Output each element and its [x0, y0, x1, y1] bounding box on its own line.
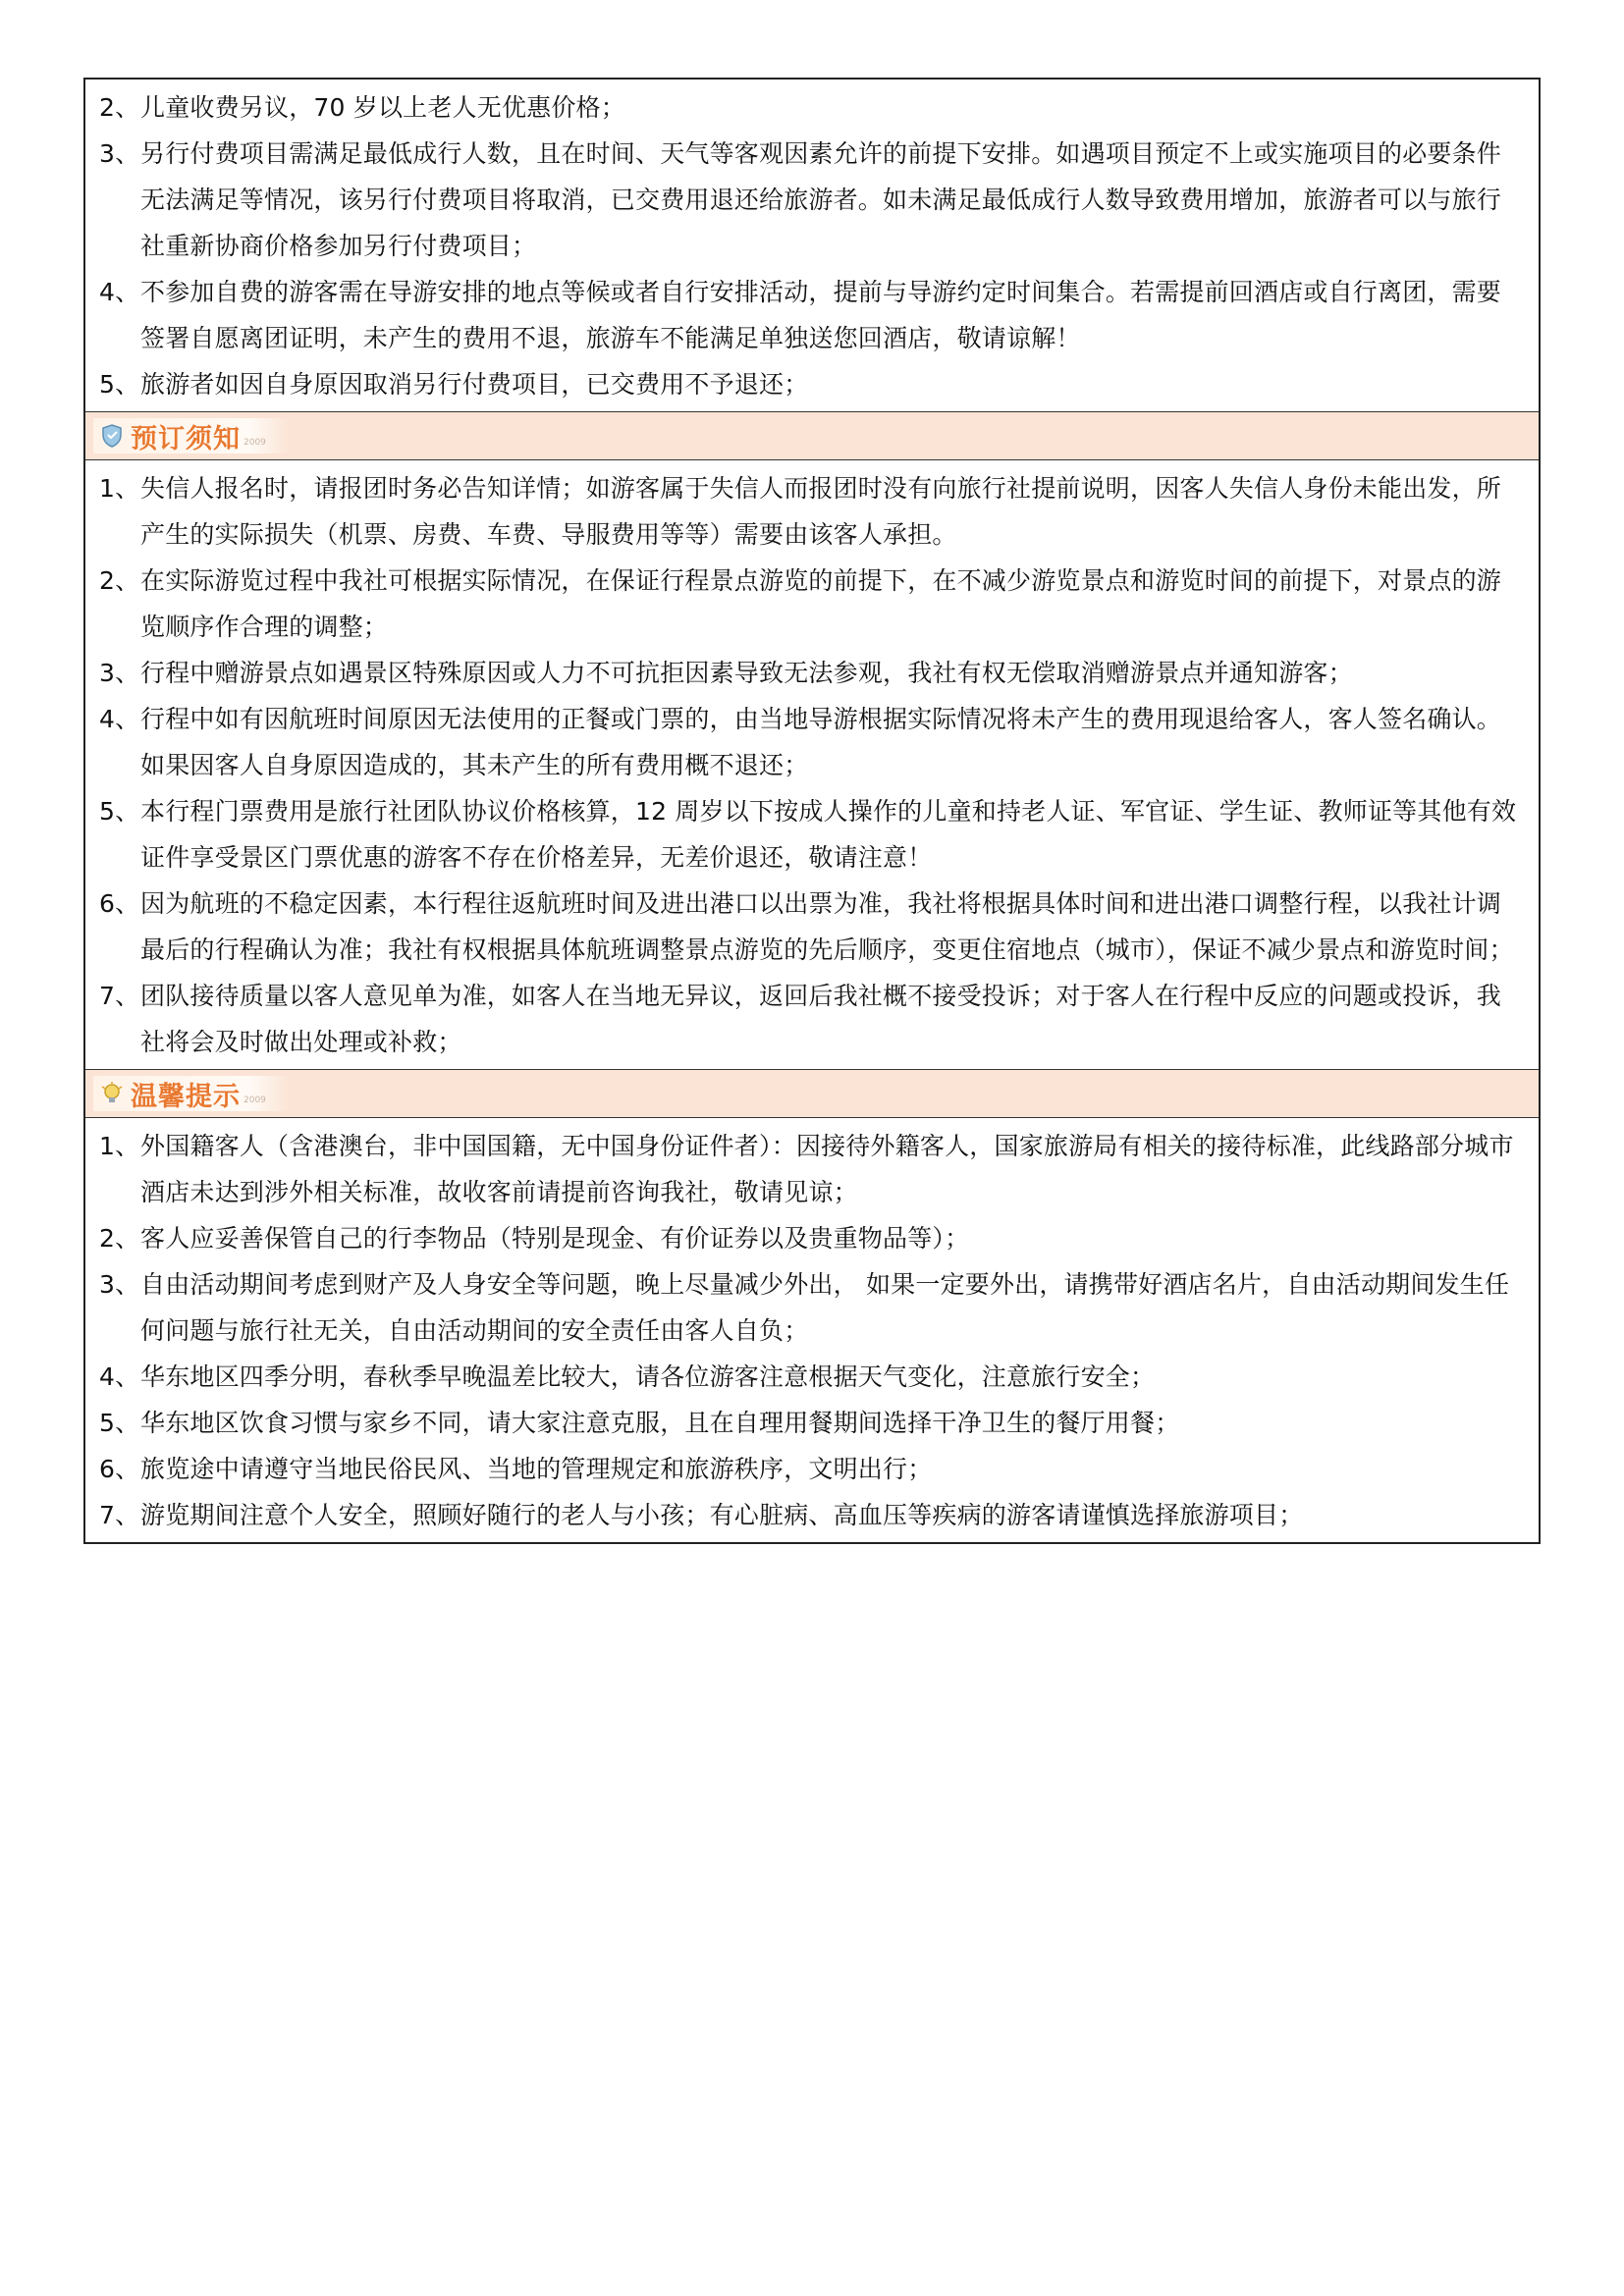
item-number: 2、	[99, 93, 140, 122]
item-text: 旅游者如因自身原因取消另行付费项目，已交费用不予退还；	[140, 370, 809, 399]
list-item	[99, 650, 1525, 696]
tips-title-badge	[93, 1076, 290, 1111]
item-text: 华东地区饮食习惯与家乡不同，请大家注意克服，且在自理用餐期间选择干净卫生的餐厅用餐；	[140, 1409, 1180, 1437]
item-text: 因为航班的不稳定因素，本行程往返航班时间及进出港口以出票为准，我社将根据具体时间和进出港口调整行程，以我社计调最后的行程确认为准；我社有权根据具体航班调整景点游览的先后顺序，变更住宿地点（城市），保证不减少景点和游览时间；	[140, 889, 1514, 964]
item-number: 6、	[99, 1455, 140, 1483]
item-number: 2、	[99, 1224, 140, 1253]
list-item	[99, 788, 1525, 881]
item-text: 旅览途中请遵守当地民俗民风、当地的管理规定和旅游秩序，文明出行；	[140, 1455, 933, 1483]
item-text: 客人应妥善保管自己的行李物品（特别是现金、有价证券以及贵重物品等）；	[140, 1224, 970, 1253]
item-number: 1、	[99, 474, 140, 503]
list-item	[99, 1354, 1525, 1400]
list-item	[99, 131, 1525, 269]
list-item	[99, 465, 1525, 558]
item-text: 不参加自费的游客需在导游安排的地点等候或者自行安排活动，提前与导游约定时间集合。若需提前回酒店或自行离团，需要签署自愿离团证明，未产生的费用不退，旅游车不能满足单独送您回酒店，敬请谅解！	[140, 278, 1502, 352]
item-number: 1、	[99, 1132, 140, 1160]
item-text: 行程中赠游景点如遇景区特殊原因或人力不可抗拒因素导致无法参观，我社有权无偿取消赠游景点并通知游客；	[140, 659, 1353, 687]
notice-table	[83, 78, 1541, 1544]
list-item	[99, 881, 1525, 973]
list-item	[99, 1261, 1525, 1354]
list-item	[99, 269, 1525, 361]
list-item	[99, 1400, 1525, 1446]
item-text: 另行付费项目需满足最低成行人数，且在时间、天气等客观因素允许的前提下安排。如遇项目预定不上或实施项目的必要条件无法满足等情况，该另行付费项目将取消，已交费用退还给旅游者。如未满足最低成行人数导致费用增加，旅游者可以与旅行社重新协商价格参加另行付费项目；	[140, 139, 1502, 260]
tips-notes-block	[85, 1118, 1539, 1542]
list-item	[99, 973, 1525, 1065]
item-number: 4、	[99, 1362, 140, 1391]
item-text: 外国籍客人（含港澳台，非中国国籍，无中国身份证件者）：因接待外籍客人，国家旅游局有相关的接待标准，此线路部分城市酒店未达到涉外相关标准，故收客前请提前咨询我社，敬请见谅；	[140, 1132, 1514, 1206]
list-item	[99, 84, 1525, 131]
item-number: 4、	[99, 278, 140, 306]
lightbulb-icon	[99, 1081, 125, 1106]
item-number: 2、	[99, 566, 140, 595]
list-item	[99, 1215, 1525, 1261]
item-number: 6、	[99, 889, 140, 918]
shield-icon	[99, 423, 125, 449]
item-number: 3、	[99, 659, 140, 687]
item-number: 4、	[99, 705, 140, 733]
item-text: 华东地区四季分明，春秋季早晚温差比较大，请各位游客注意根据天气变化，注意旅行安全；	[140, 1362, 1156, 1391]
item-text: 儿童收费另议，70 岁以上老人无优惠价格；	[140, 93, 625, 122]
item-number: 5、	[99, 797, 140, 826]
item-text: 游览期间注意个人安全，照顾好随行的老人与小孩；有心脏病、高血压等疾病的游客请谨慎选择旅游项目；	[140, 1501, 1304, 1529]
list-item	[99, 1123, 1525, 1215]
tips-section-header	[85, 1070, 1539, 1118]
section-title-mark: 2009	[244, 1095, 266, 1105]
list-item	[99, 361, 1525, 407]
fee-notes-block	[85, 80, 1539, 412]
list-item	[99, 558, 1525, 650]
item-text: 在实际游览过程中我社可根据实际情况，在保证行程景点游览的前提下，在不减少游览景点和游览时间的前提下，对景点的游览顺序作合理的调整；	[140, 566, 1502, 641]
booking-section-header	[85, 412, 1539, 460]
item-number: 7、	[99, 982, 140, 1010]
list-item	[99, 696, 1525, 788]
item-text: 团队接待质量以客人意见单为准，如客人在当地无异议，返回后我社概不接受投诉；对于客人在行程中反应的问题或投诉，我社将会及时做出处理或补救；	[140, 982, 1502, 1056]
item-number: 3、	[99, 139, 140, 168]
booking-title-badge	[93, 418, 290, 454]
item-text: 自由活动期间考虑到财产及人身安全等问题，晚上尽量减少外出， 如果一定要外出，请携带好酒店名片，自由活动期间发生任何问题与旅行社无关，自由活动期间的安全责任由客人自负；	[140, 1270, 1510, 1345]
item-text: 本行程门票费用是旅行社团队协议价格核算，12 周岁以下按成人操作的儿童和持老人证、军官证、学生证、教师证等其他有效证件享受景区门票优惠的游客不存在价格差异，无差价退还，敬请注意！	[140, 797, 1517, 872]
section-title: 温馨提示	[131, 1081, 241, 1112]
list-item	[99, 1446, 1525, 1492]
list-item	[99, 1492, 1525, 1538]
item-number: 7、	[99, 1501, 140, 1529]
item-number: 3、	[99, 1270, 140, 1299]
item-number: 5、	[99, 370, 140, 399]
section-title-mark: 2009	[244, 438, 266, 448]
item-text: 失信人报名时，请报团时务必告知详情；如游客属于失信人而报团时没有向旅行社提前说明，因客人失信人身份未能出发，所产生的实际损失（机票、房费、车费、导服费用等等）需要由该客人承担。	[140, 474, 1502, 549]
item-text: 行程中如有因航班时间原因无法使用的正餐或门票的，由当地导游根据实际情况将未产生的费用现退给客人，客人签名确认。如果因客人自身原因造成的，其未产生的所有费用概不退还；	[140, 705, 1502, 779]
item-number: 5、	[99, 1409, 140, 1437]
booking-notes-block	[85, 460, 1539, 1070]
section-title: 预订须知	[131, 423, 241, 454]
